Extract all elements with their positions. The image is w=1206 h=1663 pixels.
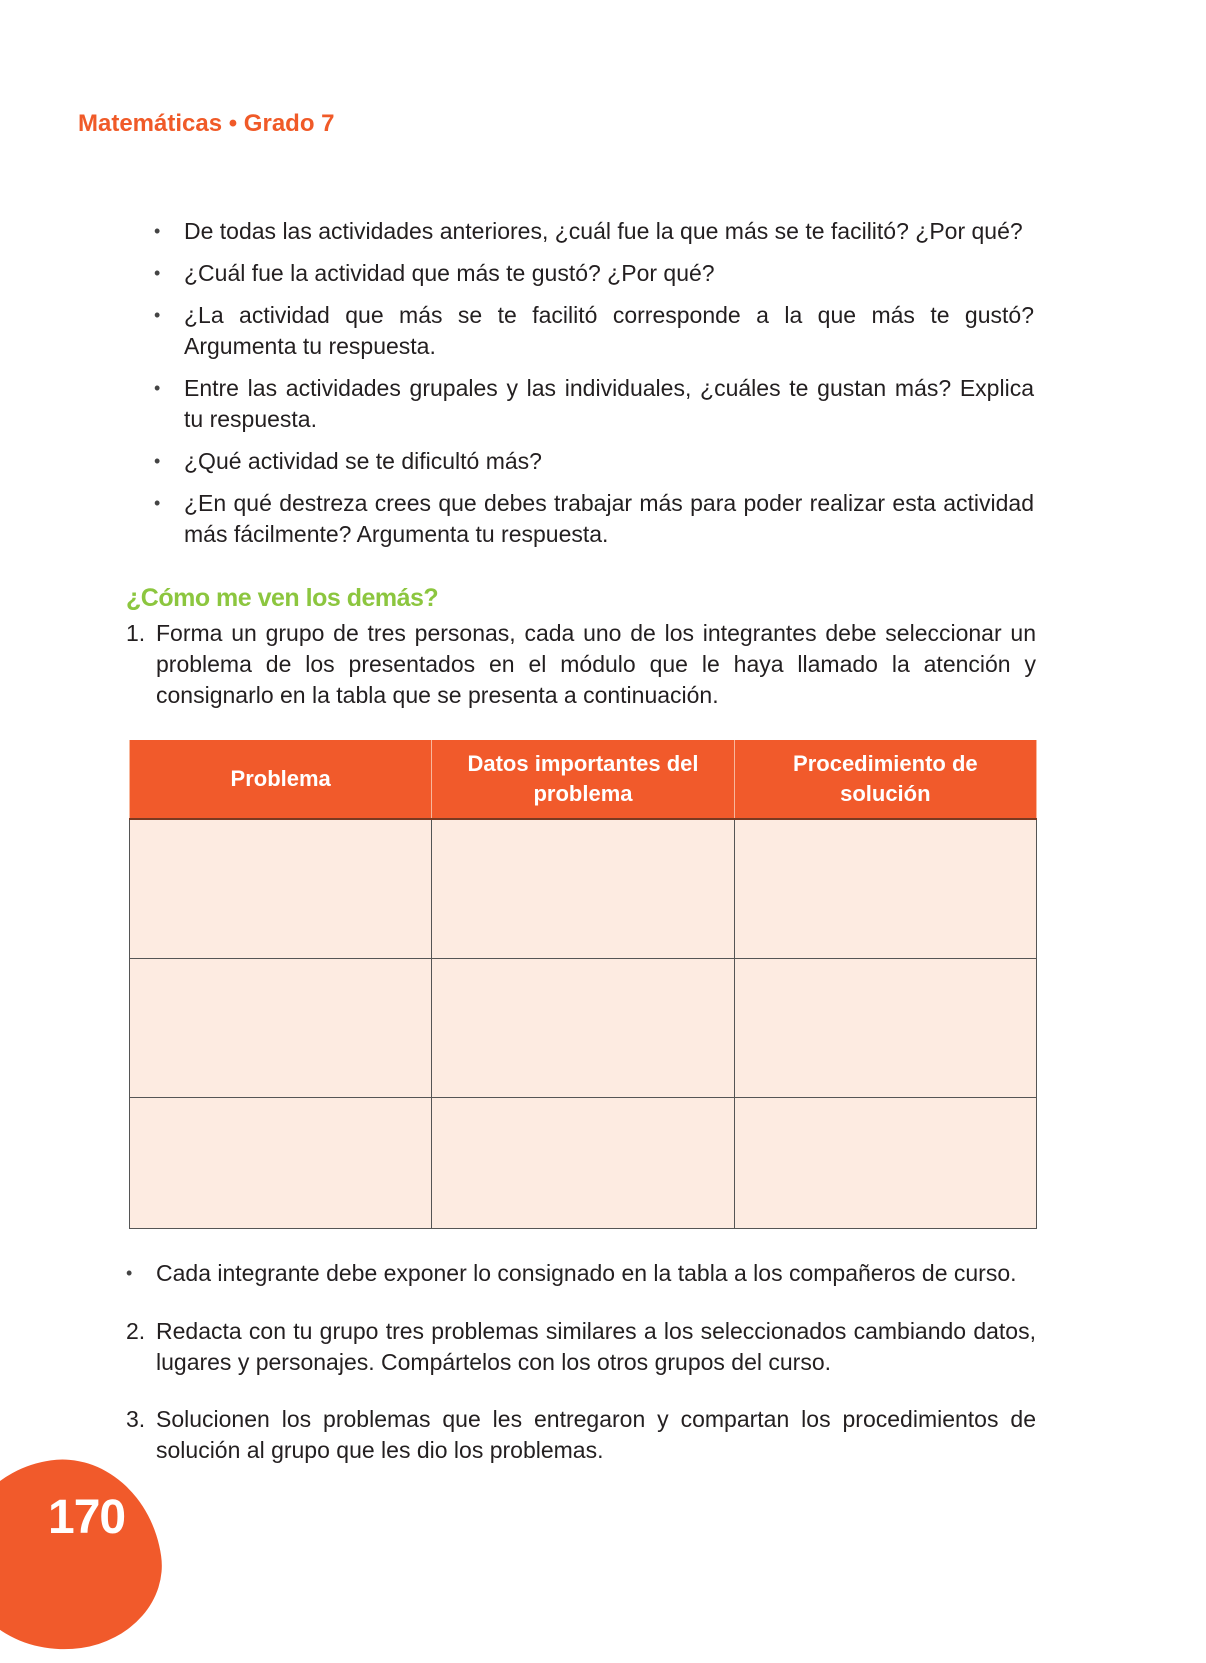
table-cell[interactable] (130, 819, 432, 959)
table-cell[interactable] (130, 959, 432, 1098)
page-header: Matemáticas • Grado 7 (78, 110, 335, 137)
list-item: • Entre las actividades grupales y las individuales, ¿cuáles te gustan más? Explica tu respuesta. (154, 373, 1034, 435)
table-row (130, 959, 1037, 1098)
numbered-item-2 (126, 1316, 1036, 1378)
bullet-icon: • (126, 1263, 133, 1283)
table-row (130, 1098, 1037, 1229)
table-cell[interactable] (734, 959, 1036, 1098)
table-cell[interactable] (432, 819, 734, 959)
item-number: 3. (126, 1406, 146, 1432)
list-item: • ¿Cuál fue la actividad que más te gustó? ¿Por qué? (154, 258, 1034, 289)
list-item: • ¿La actividad que más se te facilitó corresponde a la que más te gustó? Argumenta tu respuesta. (154, 300, 1034, 362)
column-header-problema: Problema (130, 740, 432, 819)
table-cell[interactable] (734, 1098, 1036, 1229)
reflection-questions (154, 216, 1034, 561)
table-header-row (130, 740, 1037, 819)
table-cell[interactable] (432, 1098, 734, 1229)
item-number: 2. (126, 1318, 146, 1344)
item-text: Forma un grupo de tres personas, cada uno de los integrantes debe seleccionar un problema de los presentados en el módulo que le haya llamado la atención y consignarlo en la tabla que se presenta a continuación. (156, 620, 1036, 708)
presentation-bullet (126, 1258, 1036, 1289)
problems-table (129, 740, 1037, 1229)
column-header-datos: Datos importantes del problema (432, 740, 734, 819)
list-item: • ¿Qué actividad se te dificultó más? (154, 446, 1034, 477)
list-item: • De todas las actividades anteriores, ¿cuál fue la que más se te facilitó? ¿Por qué? (154, 216, 1034, 247)
table-cell[interactable] (130, 1098, 432, 1229)
item-text: Solucionen los problemas que les entregaron y compartan los procedimientos de solución al grupo que les dio los problemas. (156, 1406, 1036, 1463)
bullet-text: Cada integrante debe exponer lo consignado en la tabla a los compañeros de curso. (156, 1260, 1017, 1286)
list-item: • ¿En qué destreza crees que debes trabajar más para poder realizar esta actividad más fácilmente? Argumenta tu respuesta. (154, 488, 1034, 550)
numbered-item-1 (126, 618, 1036, 711)
numbered-item-3 (126, 1404, 1036, 1466)
table-cell[interactable] (734, 819, 1036, 959)
table-row (130, 819, 1037, 959)
item-number: 1. (126, 620, 146, 646)
table-cell[interactable] (432, 959, 734, 1098)
column-header-procedimiento: Procedimiento de solución (734, 740, 1036, 819)
page-number: 170 (48, 1491, 126, 1544)
page-number-badge (0, 1447, 172, 1663)
section-title: ¿Cómo me ven los demás? (126, 584, 439, 612)
item-text: Redacta con tu grupo tres problemas similares a los seleccionados cambiando datos, lugares y personajes. Compártelos con los otros grupos del curso. (156, 1318, 1036, 1375)
